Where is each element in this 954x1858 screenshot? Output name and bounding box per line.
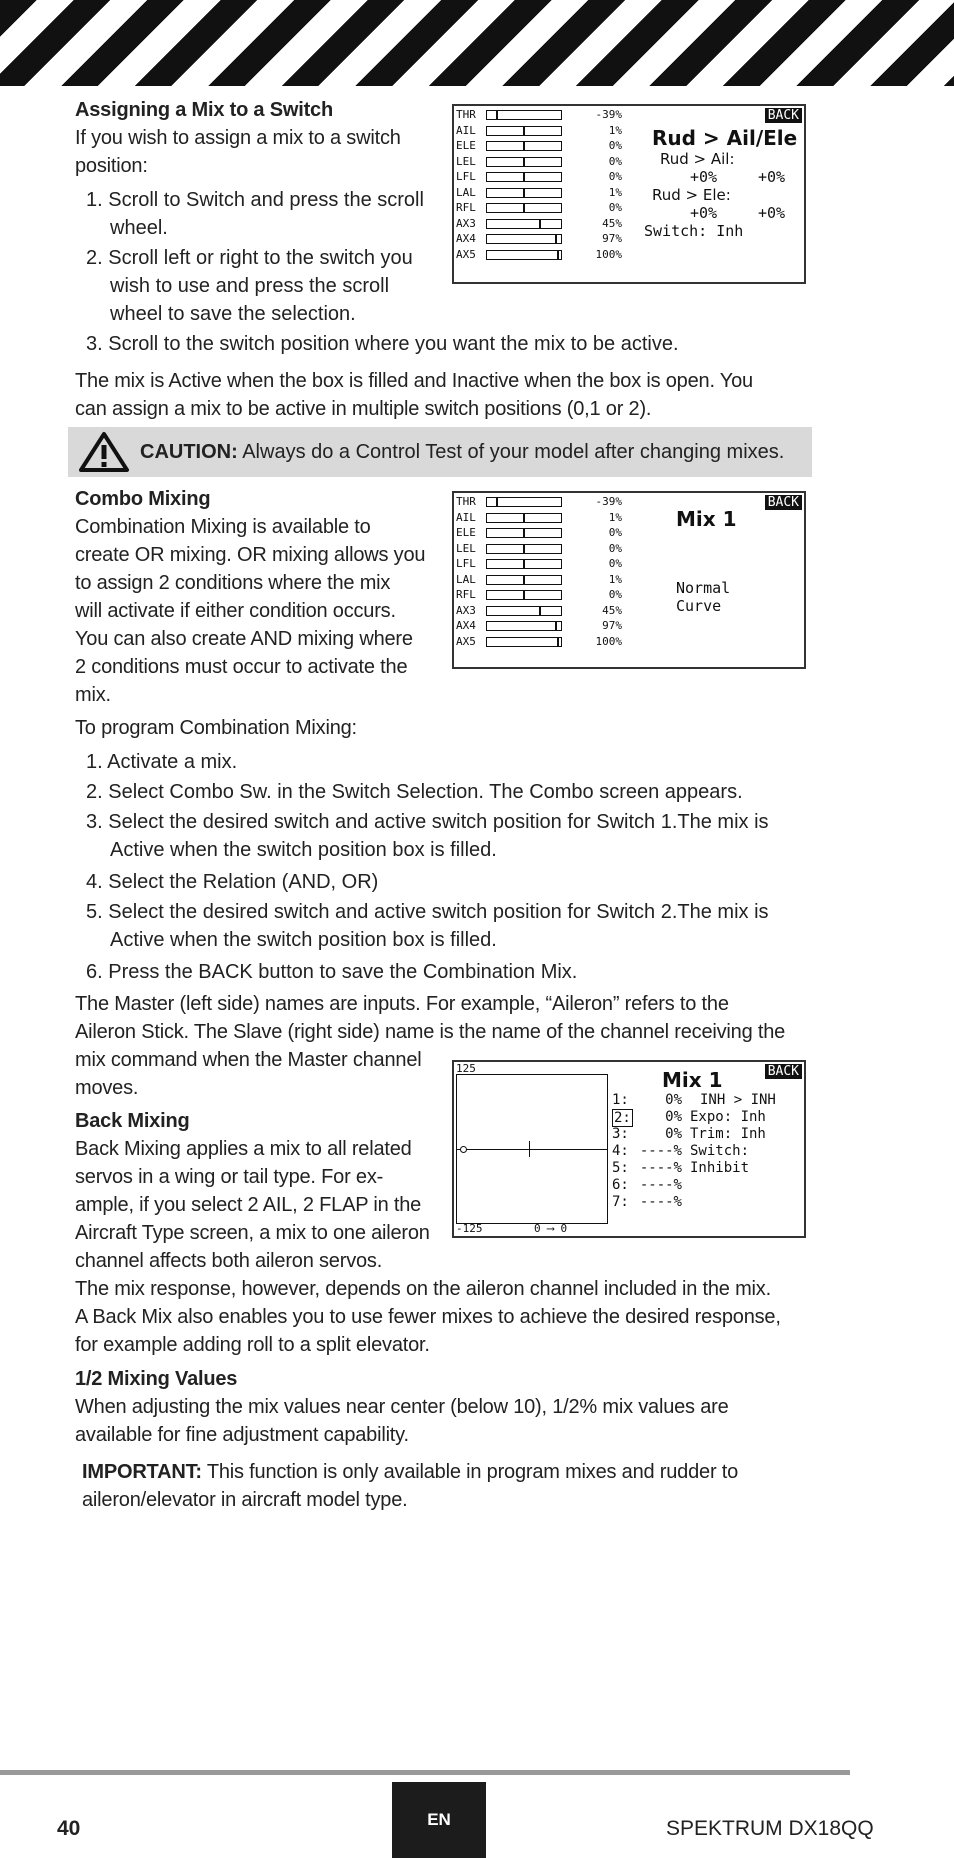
channel-marker	[496, 111, 498, 119]
channel-row	[454, 124, 634, 138]
para-text: 2 conditions must occur to activate the	[75, 656, 408, 678]
mix-point-value: ----%	[639, 1177, 682, 1193]
caution-text	[140, 438, 784, 466]
channel-row	[454, 201, 634, 215]
step: Active when the switch position box is filled.	[110, 929, 497, 951]
channel-name: THR	[456, 495, 476, 508]
channel-row	[454, 604, 634, 618]
channel-marker	[523, 142, 525, 150]
channel-bar	[486, 513, 562, 523]
channel-row	[454, 155, 634, 169]
para-text: mix command when the Master channel	[75, 1049, 422, 1071]
step: wheel to save the selection.	[110, 303, 356, 325]
channel-marker	[523, 204, 525, 212]
heading-combo-mixing: Combo Mixing	[75, 488, 211, 510]
channel-marker	[539, 607, 541, 615]
mix-setting: Trim: Inh	[690, 1126, 766, 1142]
caution-message: Always do a Control Test of your model after changing mixes.	[237, 441, 785, 463]
para-text: If you wish to assign a mix to a switch	[75, 127, 401, 149]
channel-marker	[523, 576, 525, 584]
channel-row	[454, 526, 634, 540]
channel-row	[454, 619, 634, 633]
heading-half-mixing: 1/2 Mixing Values	[75, 1368, 238, 1390]
screen-value: +0%	[758, 204, 786, 222]
caution-label: CAUTION:	[140, 441, 238, 463]
x-readout: 0 ⟶ 0	[534, 1222, 568, 1235]
channel-marker	[523, 158, 525, 166]
para-text: To program Combination Mixing:	[75, 717, 357, 739]
channel-bar	[486, 203, 562, 213]
channel-name: LEL	[456, 154, 476, 168]
para-text: Back Mixing applies a mix to all related	[75, 1138, 412, 1160]
mix-setting: Inhibit	[690, 1160, 750, 1176]
step: 6. Press the BACK button to save the Combination Mix.	[86, 961, 578, 983]
channel-bar	[486, 497, 562, 507]
lcd-screen-mix1	[452, 491, 806, 669]
channel-marker	[523, 127, 525, 135]
channel-name: AX5	[456, 634, 476, 648]
screen-title: Rud > Ail/Ele	[652, 126, 798, 150]
channel-name: AIL	[456, 123, 476, 137]
channel-name: AIL	[456, 510, 476, 524]
channel-row	[454, 186, 634, 200]
mix-point-number[interactable]: 7:	[612, 1194, 629, 1210]
channel-name: LAL	[456, 572, 476, 586]
screen-text: Rud > Ail:	[660, 150, 735, 168]
channel-value: 1%	[608, 185, 622, 199]
screen-title: Mix 1	[662, 1068, 723, 1092]
para-text: servos in a wing or tail type. For ex-	[75, 1166, 384, 1188]
header-stripes	[0, 0, 954, 86]
channel-row	[454, 232, 634, 246]
channel-name: AX4	[456, 232, 476, 245]
curve-point	[460, 1146, 467, 1153]
step: 1. Activate a mix.	[86, 751, 238, 773]
para-text: for example adding roll to a split elevator.	[75, 1334, 430, 1356]
channel-value: 1%	[608, 123, 622, 137]
channel-value: 0%	[608, 170, 622, 183]
channel-bar	[486, 172, 562, 182]
channel-value: 0%	[608, 541, 622, 555]
channel-name: LFL	[456, 170, 476, 183]
screen-text: Switch: Inh	[644, 222, 744, 240]
channel-bar	[486, 590, 562, 600]
back-button[interactable]: BACK	[765, 1064, 802, 1079]
channel-row	[454, 542, 634, 556]
channel-name: AX3	[456, 603, 476, 617]
step: wish to use and press the scroll	[110, 275, 390, 297]
channel-value: 0%	[608, 526, 622, 539]
important-label: IMPORTANT:	[82, 1461, 202, 1483]
mix-point-value: 0%	[665, 1092, 682, 1108]
step: 3. Select the desired switch and active switch position for Switch 1.The mix is	[86, 811, 769, 833]
channel-row	[454, 170, 634, 184]
channel-bar	[486, 141, 562, 151]
channel-name: RFL	[456, 588, 476, 601]
mix-point-value: ----%	[639, 1143, 682, 1159]
screen-text: Rud > Ele:	[652, 186, 731, 204]
channel-bar	[486, 234, 562, 244]
screen-text: Normal	[676, 579, 731, 597]
channel-marker	[523, 514, 525, 522]
step: Active when the switch position box is filled.	[110, 839, 497, 861]
screen-value: +0%	[758, 168, 786, 186]
channel-name: LEL	[456, 541, 476, 555]
curve-graph	[456, 1074, 608, 1224]
screen-text: Curve	[676, 597, 722, 615]
para-text: The Master (left side) names are inputs. For example, “Aileron” refers to the	[75, 993, 729, 1015]
screen-title: Mix 1	[676, 507, 737, 531]
mix-point-number[interactable]: 1:	[612, 1092, 629, 1108]
channel-name: LFL	[456, 557, 476, 570]
channel-row	[454, 248, 634, 262]
channel-value: -39%	[595, 108, 622, 121]
para-text: The mix is Active when the box is filled and Inactive when the box is open. You	[75, 370, 753, 392]
channel-name: ELE	[456, 139, 476, 152]
para-text: Aileron Stick. The Slave (right side) name is the name of the channel receiving the	[75, 1021, 786, 1043]
lcd-screen-rud-mix	[452, 104, 806, 284]
y-min-label: -125	[456, 1222, 483, 1235]
channel-bar	[486, 126, 562, 136]
screen-value: +0%	[690, 204, 718, 222]
channel-marker	[555, 622, 557, 630]
channel-bar	[486, 110, 562, 120]
channel-row	[454, 139, 634, 153]
channel-bar	[486, 528, 562, 538]
curve-line	[457, 1149, 607, 1150]
channel-bar	[486, 157, 562, 167]
mix-point-number[interactable]: 3:	[612, 1126, 629, 1142]
channel-marker	[523, 173, 525, 181]
para-text: Aircraft Type screen, a mix to one aileron	[75, 1222, 430, 1244]
step: 3. Scroll to the switch position where you want the mix to be active.	[86, 333, 679, 355]
channel-marker	[557, 251, 559, 259]
para-text: You can also create AND mixing where	[75, 628, 413, 650]
page-number: 40	[57, 1817, 81, 1840]
channel-marker	[496, 498, 498, 506]
channel-bar	[486, 559, 562, 569]
channel-bar	[486, 250, 562, 260]
para-text: moves.	[75, 1077, 139, 1099]
channel-row	[454, 573, 634, 587]
channel-row	[454, 217, 634, 231]
para-text: can assign a mix to be active in multiple switch positions (0,1 or 2).	[75, 398, 652, 420]
channel-name: AX5	[456, 247, 476, 261]
step: 1. Scroll to Switch and press the scroll	[86, 189, 424, 211]
back-button[interactable]: BACK	[765, 108, 802, 123]
para-text: A Back Mix also enables you to use fewer mixes to achieve the desired response,	[75, 1306, 781, 1328]
channel-bar	[486, 188, 562, 198]
channel-value: 0%	[608, 139, 622, 152]
channel-marker	[555, 235, 557, 243]
channel-marker	[523, 560, 525, 568]
back-button[interactable]: BACK	[765, 495, 802, 510]
para-text: position:	[75, 155, 148, 177]
important-note	[82, 1458, 738, 1486]
channel-bar	[486, 606, 562, 616]
mix-point-value: 0%	[665, 1109, 682, 1125]
para-text: channel affects both aileron servos.	[75, 1250, 383, 1272]
para-text: create OR mixing. OR mixing allows you	[75, 544, 426, 566]
step: 2. Select Combo Sw. in the Switch Selection. The Combo screen appears.	[86, 781, 743, 803]
channel-value: 97%	[602, 619, 622, 632]
brand-label: SPEKTRUM DX18QQ	[666, 1817, 874, 1840]
channel-row	[454, 588, 634, 602]
para-text: Combination Mixing is available to	[75, 516, 371, 538]
mix-point-value: ----%	[639, 1194, 682, 1210]
channel-marker	[523, 545, 525, 553]
channel-name: AX4	[456, 619, 476, 632]
channel-marker	[539, 220, 541, 228]
warning-icon	[78, 431, 130, 473]
channel-marker	[523, 189, 525, 197]
channel-bar	[486, 575, 562, 585]
channel-value: 100%	[595, 634, 622, 648]
channel-value: 1%	[608, 510, 622, 524]
channel-bar	[486, 219, 562, 229]
caution-box	[68, 427, 812, 477]
channel-value: 0%	[608, 557, 622, 570]
channel-row	[454, 108, 634, 122]
channel-value: 1%	[608, 572, 622, 586]
channel-row	[454, 557, 634, 571]
mix-point-value: ----%	[639, 1160, 682, 1176]
channel-name: ELE	[456, 526, 476, 539]
step: 2. Scroll left or right to the switch you	[86, 247, 413, 269]
channel-value: -39%	[595, 495, 622, 508]
mix-point-number[interactable]: 6:	[612, 1177, 629, 1193]
para-text: available for fine adjustment capability.	[75, 1424, 409, 1446]
mix-point-number[interactable]: 2:	[614, 1110, 631, 1126]
channel-bar	[486, 544, 562, 554]
important-text: This function is only available in program mixes and rudder to	[201, 1461, 739, 1483]
channel-row	[454, 511, 634, 525]
screen-value: +0%	[690, 168, 718, 186]
footer-rule	[0, 1770, 850, 1775]
channel-value: 0%	[608, 201, 622, 214]
para-text: ample, if you select 2 AIL, 2 FLAP in the	[75, 1194, 422, 1216]
channel-name: AX3	[456, 216, 476, 230]
channel-name: LAL	[456, 185, 476, 199]
para-text: When adjusting the mix values near center (below 10), 1/2% mix values are	[75, 1396, 729, 1418]
para-text: to assign 2 conditions where the mix	[75, 572, 391, 594]
y-max-label: 125	[456, 1062, 476, 1075]
language-tab: EN	[392, 1782, 486, 1858]
para-text: The mix response, however, depends on the aileron channel included in the mix.	[75, 1278, 771, 1300]
channel-bar	[486, 621, 562, 631]
mix-setting: Expo: Inh	[690, 1109, 766, 1125]
stick-position-marker	[529, 1141, 530, 1157]
channel-value: 45%	[602, 603, 622, 617]
para-text: mix.	[75, 684, 111, 706]
mix-point-number[interactable]: 4:	[612, 1143, 629, 1159]
channel-value: 100%	[595, 247, 622, 261]
channel-name: THR	[456, 108, 476, 121]
channel-row	[454, 635, 634, 649]
channel-name: RFL	[456, 201, 476, 214]
heading-assign-mix: Assigning a Mix to a Switch	[75, 99, 333, 121]
channel-marker	[523, 591, 525, 599]
step: 5. Select the desired switch and active switch position for Switch 2.The mix is	[86, 901, 769, 923]
channel-marker	[557, 638, 559, 646]
para-text: will activate if either condition occurs.	[75, 600, 396, 622]
important-text: aileron/elevator in aircraft model type.	[82, 1489, 408, 1511]
mix-setting: Switch:	[690, 1143, 750, 1159]
channel-value: 0%	[608, 588, 622, 601]
step: wheel.	[110, 217, 168, 239]
mix-point-value: 0%	[665, 1126, 682, 1142]
channel-value: 0%	[608, 154, 622, 168]
channel-value: 45%	[602, 216, 622, 230]
heading-back-mixing: Back Mixing	[75, 1110, 190, 1132]
channel-bar	[486, 637, 562, 647]
mix-point-number[interactable]: 5:	[612, 1160, 629, 1176]
step: 4. Select the Relation (AND, OR)	[86, 871, 379, 893]
lcd-screen-mix1-curve	[452, 1060, 806, 1238]
channel-value: 97%	[602, 232, 622, 245]
mix-setting: INH > INH	[700, 1092, 776, 1108]
channel-marker	[523, 529, 525, 537]
channel-row	[454, 495, 634, 509]
